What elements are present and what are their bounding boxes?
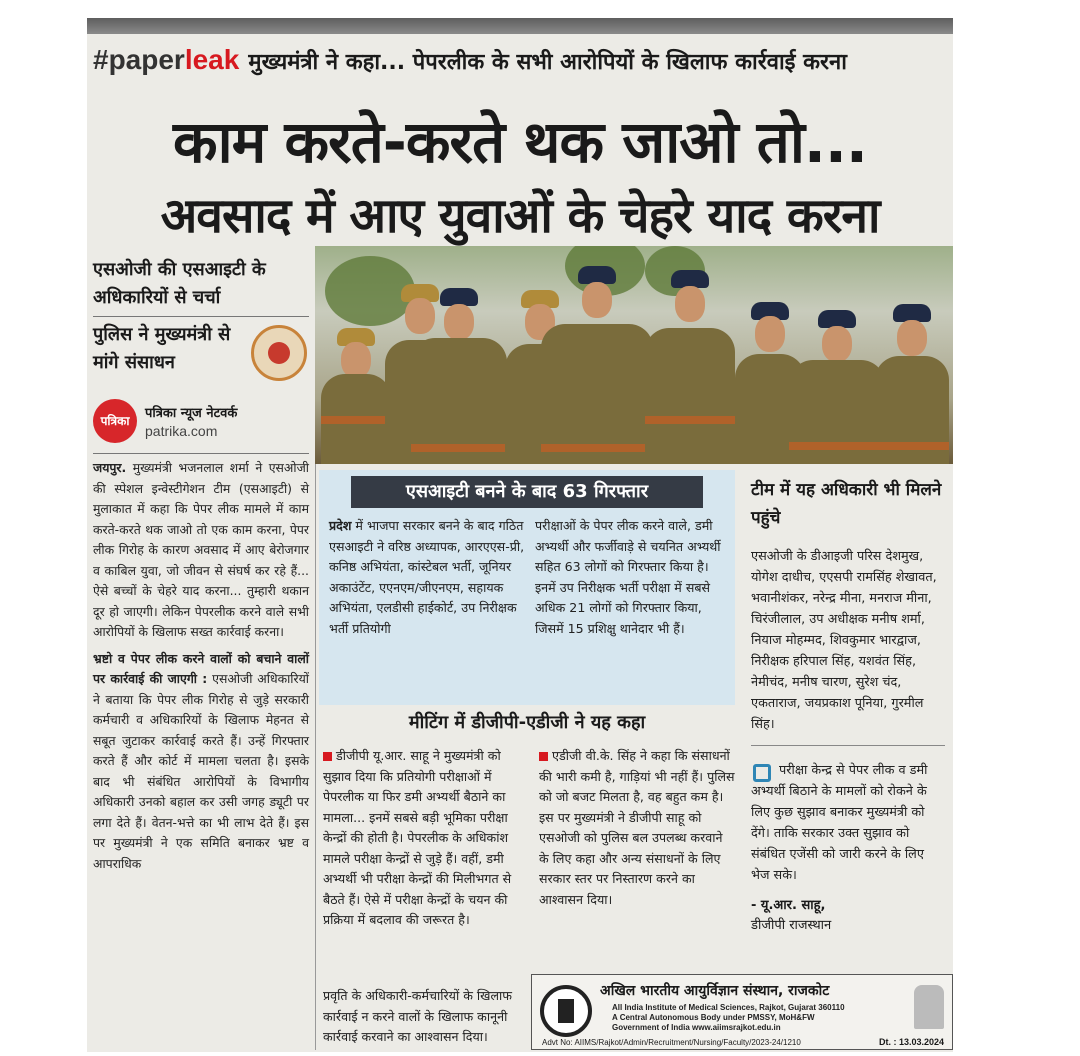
subhead-sit: एसओजी की एसआइटी के अधिकारियों से चर्चा (93, 259, 266, 308)
police-seal-icon (251, 325, 307, 381)
sit-box-col-2: परीक्षाओं के पेपर लीक करने वाले, डमी अभ्यर्थी और फर्जीवाड़े से चयनित अभ्यर्थी सहित 63 लोगों को गिरफ्तार किया है। इनमें उप निरीक्षक भर्ती परीक्षा में सबसे अधिक 21 लोगों को गिरफ्तार किया, जिसमें 15 प्रशिक्षु थानेदार भी हैं। (535, 518, 721, 636)
left-column (87, 256, 315, 880)
quote-attribution: - यू.आर. साहू, डीजीपी राजस्थान (751, 898, 832, 933)
kicker (93, 44, 949, 80)
left-body (87, 458, 315, 874)
subhead-resources: पुलिस ने मुख्यमंत्री से मांगे संसाधन (93, 324, 231, 373)
quote-icon (753, 764, 771, 782)
patrika-logo: पत्रिका (93, 399, 137, 443)
meeting-col-adg: एडीजी वी.के. सिंह ने कहा कि संसाधनों की भारी कमी है, गाड़ियां भी नहीं हैं। पुलिस को जो बजट मिलता है, वह बहुत कम है। इस पर मुख्यमंत्री ने डीजीपी साहू को एसओजी को पुलिस बल उपलब्ध करवाने के लिए कहा और अन्य संसाधनों के लिए सरकार स्तर पर निस्तारण करने का आश्वासन दिया। (539, 748, 735, 907)
hashtag: #paperleak (93, 44, 240, 75)
ad-line-1: All India Institute of Medical Sciences, Rajkot, Gujarat 360110 (612, 1003, 845, 1012)
officers-photo (315, 246, 953, 464)
national-emblem-icon (914, 985, 944, 1029)
aiims-advertisement (531, 974, 953, 1050)
ad-advt-number: Advt No: AIIMS/Rajkot/Admin/Recruitment/Nursing/Faculty/2023-24/1210 (542, 1038, 801, 1047)
aiims-emblem-icon (540, 985, 592, 1037)
quote-text: परीक्षा केन्द्र से पेपर लीक व डमी अभ्यर्थी बिठाने के मामलों को रोकने के लिए कुछ सुझाव बनाकर मुख्यमंत्री को देंगे। ताकि सरकार उक्त सुझाव को संबंधित एजेंसी को जारी करने के लिए भेज सके। (751, 763, 928, 883)
divider (93, 453, 309, 454)
divider (751, 745, 945, 746)
ad-date: Dt. : 13.03.2024 (878, 1037, 944, 1047)
top-border (87, 18, 953, 34)
bullet-icon (539, 752, 548, 761)
sit-arrests-box (319, 470, 735, 705)
ad-line-3: Government of India www.aiimsrajkot.edu.in (612, 1023, 781, 1032)
officers-list: एसओजी के डीआइजी परिस देशमुख, योगेश दाधीच, एएसपी रामसिंह शेखावत, भवानीशंकर, नरेन्द्र मीना, मनराज मीना, चिरंजीलाल, उप अधीक्षक मनीष शर्मा, नियाज मोहम्मद, शिवकुमार भारद्वाज, निरीक्षक हरिपाल सिंह, यशवंत सिंह, नेमीचंद, मनीष चारण, सुरेश चंद, एकताराज, जयप्रकाश पूनिया, गुरमील सिंह। (751, 549, 937, 732)
kicker-text: मुख्यमंत्री ने कहा... पेपरलीक के सभी आरोपियों के खिलाफ कार्रवाई करना (248, 50, 847, 75)
bullet-icon (323, 752, 332, 761)
meeting-col-continued: प्रवृति के अधिकारी-कर्मचारियों के खिलाफ कार्रवाई न करने वालों के खिलाफ कानूनी कार्रवाई करवाने का आश्वासन दिया। (323, 988, 512, 1044)
meeting-title: मीटिंग में डीजीपी-एडीजी ने यह कहा (408, 712, 646, 733)
quote-block (743, 756, 953, 886)
ad-line-2: A Central Autonomous Body under PMSSY, MoH&FW (612, 1013, 815, 1022)
newspaper-clipping (87, 18, 953, 1052)
divider (93, 316, 309, 317)
headline-line-1: काम करते-करते थक जाओ तो... (173, 108, 867, 176)
ad-hindi-name: अखिल भारतीय आयुर्विज्ञान संस्थान, राजकोट (600, 983, 830, 999)
sit-box-col-1: प्रदेश में भाजपा सरकार बनने के बाद गठित एसआइटी ने वरिष्ठ अध्यापक, आरएएस-प्री, कनिष्ठ अभियंता, कांस्टेबल भर्ती, जूनियर अकाउंटेंट, एएनएम/जीएनएम, सहायक अभियंता, एलडीसी हाईकोर्ट, उप निरीक्षक भर्ती प्रतियोगी (329, 518, 525, 636)
headline-line-2: अवसाद में आए युवाओं के चेहरे याद करना (160, 188, 880, 244)
byline-network: पत्रिका न्यूज नेटवर्क (145, 406, 238, 421)
meeting-col-dgp: डीजीपी यू.आर. साहू ने मुख्यमंत्री को सुझाव दिया कि प्रतियोगी परीक्षाओं में पेपरलीक या फिर डमी अभ्यर्थी बैठाने का मामला... इनमें सबसे बड़ी भूमिका परीक्षा केन्द्रों की होती है। पेपरलीक के अधिकांश मामले परीक्षा केन्द्रों से जुड़े हैं। वहीं, डमी अभ्यर्थी भी परीक्षा केन्द्रों की मिलीभगत से बैठते हैं। ऐसे में परीक्षा केन्द्रों के चयन की प्रक्रिया में बदलाव की जरूरत है। (323, 748, 512, 927)
byline (87, 397, 315, 449)
sit-box-title: एसआइटी बनने के बाद 63 गिरफ्तार (351, 476, 703, 508)
byline-site: patrika.com (145, 423, 218, 439)
column-divider (315, 464, 316, 1050)
right-column (743, 470, 953, 936)
paragraph: भ्रष्टो व पेपर लीक करने वालों को बचाने वालों पर कार्रवाई की जाएगी : एसओजी अधिकारियों ने बताया कि पेपर लीक गिरोह से जुड़े सरकारी कर्मचारी व अधिकारियों के खिलाफ मेहनत से सबूत जुटाकर कार्रवाई करते हैं। उन्हें गिरफ्तार करते हैं और कोर्ट में मामला चलता है। इसके बाद भी संबंधित आरोपियों के विभागीय अधिकारी उनको बहाल कर उसी जगह ड्यूटी पर लगा देते हैं। वेतन-भत्ते का भी लाभ देते हैं। इस पर मुख्यमंत्री ने एक समिति बनाकर भ्रष्ट व आपराधिक (93, 650, 309, 871)
subhead-resources-block (87, 321, 315, 391)
paragraph: जयपुर. मुख्यमंत्री भजनलाल शर्मा ने एसओजी की स्पेशल इन्वेस्टीगेशन टीम (एसआइटी) से मुलाकात में कहा कि पेपर लीक मामले में काम करते-करते थक जाओ तो एक काम करना, पेपर लीक गिरोह के कारण अवसाद में आए बेरोजगार व काबिल युवा, जो जीवन से संघर्ष कर रहे हैं... ऐसे बच्चों के चेहरे याद करना... तुम्हारी थकान दूर हो जाएगी। लेकिन पेपरलीक करने वाले सभी आरोपियों के खिलाफ सख्त कार्रवाई करना। (93, 460, 309, 639)
officers-list-title: टीम में यह अधिकारी भी मिलने पहुंचे (751, 480, 942, 528)
